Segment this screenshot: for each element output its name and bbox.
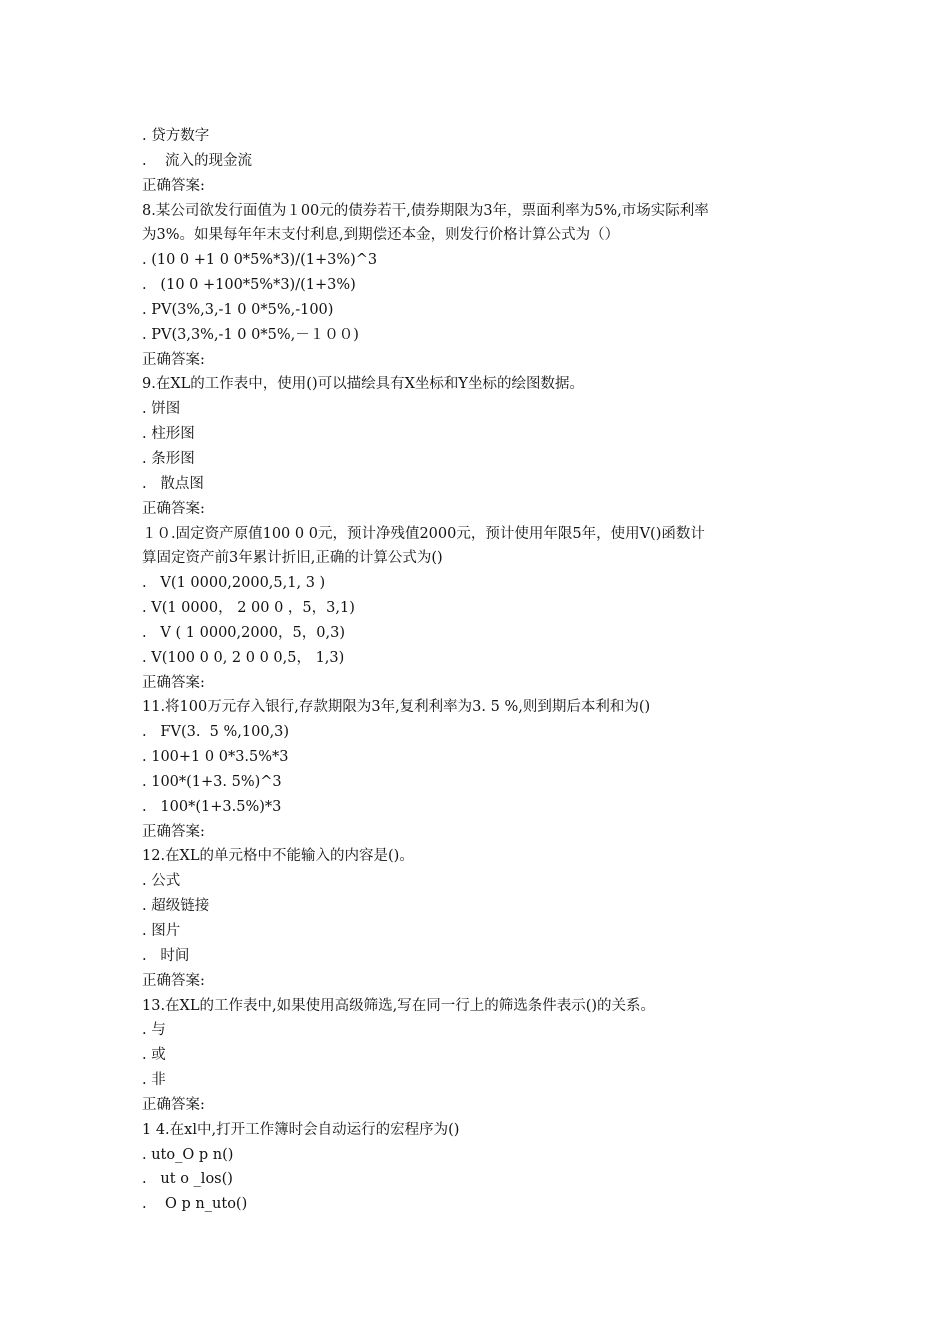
- option-line: . V(1 0000， 2 00 0 ，5，3,1): [142, 600, 355, 617]
- option-line: . 公式: [142, 873, 181, 890]
- question-line: 为3%。如果每年年末支付利息,到期偿还本金，则发行价格计算公式为（）: [142, 227, 620, 244]
- option-line: . 贷方数字: [142, 128, 210, 144]
- answer-label: 正确答案:: [142, 1096, 205, 1113]
- question-line: 13.在XL的工作表中,如果使用高级筛选,写在同一行上的筛选条件表示()的关系。: [142, 997, 656, 1014]
- option-line: . (10 0 +100*5%*3)/(1+3%): [142, 277, 356, 294]
- question-line: 12.在XL的单元格中不能输入的内容是()。: [142, 848, 414, 865]
- document-body: [142, 124, 822, 1217]
- option-line: . V(100 0 0, 2 0 0 0,5， 1,3): [142, 649, 345, 666]
- option-line: . 时间: [142, 947, 190, 964]
- option-line: . 与: [142, 1022, 166, 1039]
- option-line: . 饼图: [142, 401, 181, 418]
- option-line: . 或: [142, 1047, 166, 1064]
- answer-label: 正确答案:: [142, 674, 205, 691]
- option-line: . 非: [142, 1072, 166, 1089]
- option-line: . 条形图: [142, 450, 195, 467]
- answer-label: 正确答案:: [142, 351, 205, 368]
- option-line: . FV(3. 5 %,100,3): [142, 724, 290, 741]
- question-line: １０.固定资产原值100 0 0元，预计净残值2000元，预计使用年限5年，使用V()函数计: [142, 525, 705, 542]
- option-line: . 散点图: [142, 475, 204, 492]
- option-line: . V ( 1 0000,2000，5，0,3): [142, 624, 345, 641]
- answer-label: 正确答案:: [142, 823, 205, 840]
- option-line: . uto_O p n(): [142, 1146, 234, 1163]
- option-line: . 100+1 0 0*3.5%*3: [142, 749, 289, 766]
- option-line: . 100*(1+3. 5%)^3: [142, 773, 282, 790]
- option-line: . (10 0 +1 0 0*5%*3)/(1+3%)^3: [142, 252, 378, 269]
- option-line: . PV(3%,3,-1 0 0*5%,-100): [142, 301, 334, 318]
- option-line: . 柱形图: [142, 426, 195, 443]
- option-line: . 图片: [142, 923, 181, 939]
- option-line: . PV(3,3%,-1 0 0*5%,－１００): [142, 326, 359, 343]
- answer-label: 正确答案:: [142, 972, 205, 989]
- option-line: . 流入的现金流: [142, 152, 253, 169]
- option-line: . 100*(1+3.5%)*3: [142, 798, 282, 815]
- option-line: . ut o _los(): [142, 1171, 233, 1188]
- option-line: . O p n_uto(): [142, 1196, 248, 1213]
- question-line: 8.某公司欲发行面值为１00元的债券若干,债券期限为3年，票面利率为5%,市场实际利率: [142, 202, 709, 219]
- answer-label: 正确答案:: [142, 177, 205, 194]
- question-line: 算固定资产前3年累计折旧,正确的计算公式为(): [142, 550, 443, 567]
- option-line: . 超级链接: [142, 898, 210, 915]
- question-line: 11.将100万元存入银行,存款期限为3年,复利利率为3. 5 %,则到期后本利和为(): [142, 699, 651, 716]
- answer-label: 正确答案:: [142, 500, 205, 517]
- question-line: 9.在XL的工作表中，使用()可以描绘具有X坐标和Y坐标的绘图数据。: [142, 376, 584, 393]
- option-line: . V(1 0000,2000,5,1, 3 ): [142, 575, 326, 592]
- question-line: 1 4.在xl中,打开工作簿时会自动运行的宏程序为(): [142, 1121, 460, 1138]
